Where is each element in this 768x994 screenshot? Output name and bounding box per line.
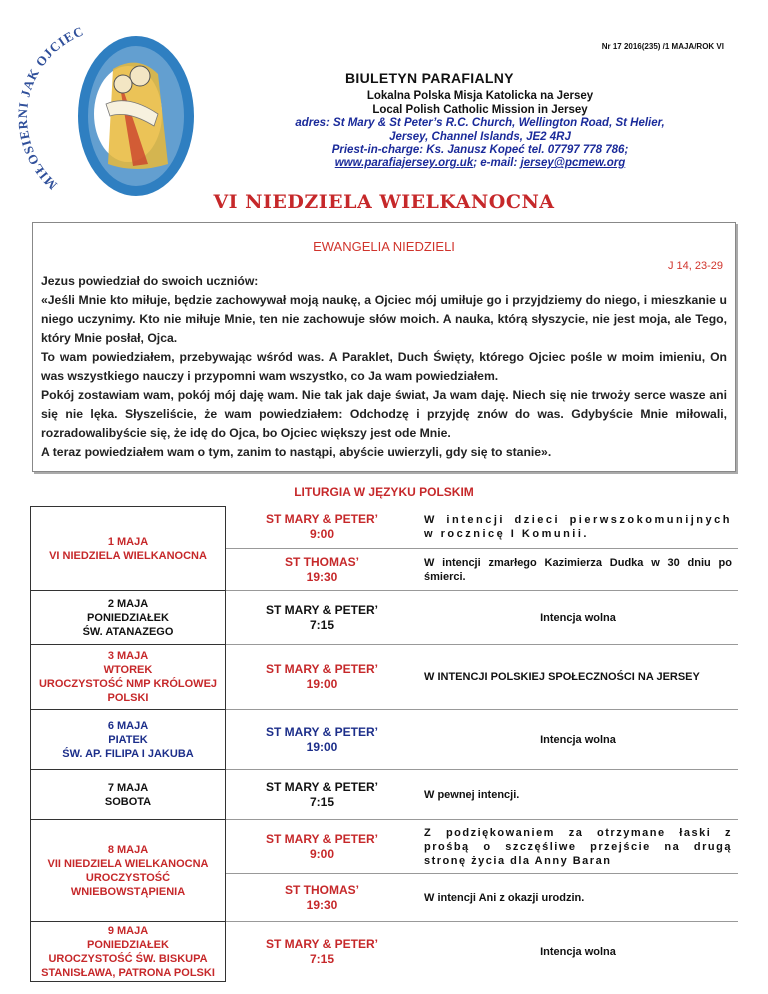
table-row xyxy=(31,820,739,874)
day-weekday: WTOREK xyxy=(103,664,153,676)
church-cell xyxy=(226,770,419,820)
intention-cell: W INTENCJI POLSKIEJ SPOŁECZNOŚCI NA JERSEY xyxy=(418,645,738,710)
intention-cell: W intencji Ani z okazji urodzin. xyxy=(418,874,738,922)
church-name: ST MARY & PETER’ xyxy=(265,512,378,527)
intention-cell: W intencji dzieci pierwszokomunijnych w rocznicę I Komunii. xyxy=(424,514,732,541)
day-weekday: SOBOTA xyxy=(104,795,152,808)
gospel-title: EWANGELIA NIEDZIELI xyxy=(313,239,455,254)
church-name: ST MARY & PETER’ xyxy=(265,936,378,951)
gospel-paragraph: «Jeśli Mnie kto miłuje, będzie zachowywał moją naukę, a Ojciec mój umiłuje go i przyjdziemy do niego, i mieszkanie u niego uczynimy. Kto nie miłuje Mnie, ten nie zachowuje słów moich. A nauka, którą słyszycie, nie jest moja, ale Tego, który Mnie posłał, Ojca. xyxy=(41,293,727,345)
gospel-paragraph: Pokój zostawiam wam, pokój mój daję wam. Nie tak jak daje świat, Ja wam daję. Niech się nie trwoży serce wasze ani się nie lęka. Słyszeliście, że wam powiedziałem: Odchodzę i przyjdę znów do was. Gdybyście Mnie miłowali, rozradowalibyście się, że idę do Ojca, bo Ojciec większy jest ode Mnie. xyxy=(41,388,727,440)
sunday-title: VI NIEDZIELA WIELKANOCNA xyxy=(213,191,555,213)
day-name: UROCZYSTOŚĆ NMP KRÓLOWEJ POLSKI xyxy=(38,678,218,704)
email-link[interactable]: jersey@pcmew.org xyxy=(520,157,626,169)
table-row xyxy=(31,770,739,820)
gospel-text xyxy=(41,272,727,462)
day-name: ŚW. AP. FILIPA I JAKUBA xyxy=(62,747,194,760)
day-name: UROCZYSTOŚĆ xyxy=(85,871,171,884)
church-cell xyxy=(226,549,419,591)
day-name: VII NIEDZIELA WIELKANOCNA xyxy=(47,857,209,870)
mass-time: 19:30 xyxy=(306,569,338,584)
day-cell xyxy=(31,710,226,770)
church-name: ST MARY & PETER’ xyxy=(265,662,378,676)
intention-cell: W pewnej intencji. xyxy=(418,770,738,820)
gospel-paragraph: Jezus powiedział do swoich uczniów: xyxy=(41,274,259,288)
day-cell xyxy=(31,770,226,820)
church-name: ST MARY & PETER’ xyxy=(265,724,378,739)
mass-time: 19:00 xyxy=(306,739,338,754)
church-cell xyxy=(226,591,419,645)
day-date: 6 MAJA xyxy=(107,719,149,732)
table-row xyxy=(31,591,739,645)
day-cell xyxy=(31,507,226,591)
day-name: VI NIEDZIELA WIELKANOCNA xyxy=(49,549,207,562)
day-cell xyxy=(31,645,226,710)
mass-time: 7:15 xyxy=(309,617,335,632)
day-date: 8 MAJA xyxy=(107,843,149,856)
intention-cell: Intencja wolna xyxy=(418,922,738,982)
church-cell xyxy=(226,645,419,710)
issue-number: Nr 17 2016(235) /1 MAJA/ROK VI xyxy=(601,42,724,51)
church-cell xyxy=(226,874,419,922)
mission-name-pl: Lokalna Polska Misja Katolicka na Jersey xyxy=(366,90,594,102)
day-name: WNIEBOWSTĄPIENIA xyxy=(70,885,186,898)
address-line-2: Jersey, Channel Islands, JE2 4RJ xyxy=(389,131,571,143)
email-label: ; e-mail: xyxy=(473,157,521,169)
priest-in-charge: Priest-in-charge: Ks. Janusz Kopeć tel. 07797 778 786; xyxy=(331,144,629,156)
church-name: ST THOMAS’ xyxy=(285,554,359,569)
day-cell xyxy=(31,820,226,922)
liturgy-title: LITURGIA W JĘZYKU POLSKIM xyxy=(294,485,474,499)
church-cell xyxy=(226,507,419,549)
intention-cell: Intencja wolna xyxy=(418,710,738,770)
church-cell xyxy=(226,710,419,770)
day-date: 9 MAJA xyxy=(107,924,149,937)
day-name: ŚW. ATANAZEGO xyxy=(82,625,174,638)
day-weekday: PONIEDZIAŁEK xyxy=(87,611,169,624)
day-date: 2 MAJA xyxy=(107,597,149,610)
gospel-paragraph: To wam powiedziałem, przebywając wśród was. A Paraklet, Duch Święty, którego Ojciec pośle w moim imieniu, On was wszystkiego nauczy i przypomni wam wszystko, co Ja wam powiedziałem. xyxy=(41,350,727,383)
mission-name-en: Local Polish Catholic Mission in Jersey xyxy=(372,104,588,116)
jubilee-logo xyxy=(18,14,218,204)
mass-time: 19:30 xyxy=(306,897,338,912)
table-row xyxy=(31,507,739,549)
church-name: ST MARY & PETER’ xyxy=(265,779,378,794)
mass-time: 7:15 xyxy=(309,951,335,966)
church-cell xyxy=(226,922,419,982)
mass-time: 9:00 xyxy=(309,846,335,861)
svg-text:MIŁOSIERNI JAK OJCIEC xyxy=(18,23,86,193)
contact-links xyxy=(270,157,690,169)
gospel-reference: J 14, 23-29 xyxy=(667,260,723,272)
intention-cell: W intencji zmarłego Kazimierza Dudka w 30 dniu po śmierci. xyxy=(418,549,738,591)
church-name: ST THOMAS’ xyxy=(285,882,359,897)
address-line-1: adres: St Mary & St Peter’s R.C. Church, Wellington Road, St Helier, xyxy=(295,117,665,129)
day-date: 1 MAJA xyxy=(107,535,149,548)
day-weekday: PIATEK xyxy=(108,733,148,746)
bulletin-title: BIULETYN PARAFIALNY xyxy=(345,70,514,86)
mass-time: 7:15 xyxy=(309,794,335,809)
day-weekday: PONIEDZIAŁEK xyxy=(87,938,169,951)
day-date: 3 MAJA xyxy=(107,650,149,662)
day-name: UROCZYSTOŚĆ ŚW. BISKUPA STANISŁAWA, PATRONA POLSKI xyxy=(41,952,215,979)
liturgy-table xyxy=(30,506,738,982)
table-row xyxy=(31,710,739,770)
mass-time: 19:00 xyxy=(306,677,338,691)
day-date: 7 MAJA xyxy=(107,781,149,794)
day-cell xyxy=(31,922,226,982)
table-row xyxy=(31,645,739,710)
intention-cell: Intencja wolna xyxy=(418,591,738,645)
church-name: ST MARY & PETER’ xyxy=(265,602,378,617)
day-cell xyxy=(31,591,226,645)
gospel-box xyxy=(32,222,736,472)
website-link[interactable]: www.parafiajersey.org.uk xyxy=(334,157,474,169)
table-row xyxy=(31,922,739,982)
gospel-paragraph: A teraz powiedziałem wam o tym, zanim to nastąpi, abyście uwierzyli, gdy się to stanie». xyxy=(41,445,552,459)
logo-text: MIŁOSI JAK OJCIEC xyxy=(18,23,87,193)
church-cell xyxy=(226,820,419,874)
church-name: ST MARY & PETER’ xyxy=(265,831,378,846)
intention-cell: Z podziękowaniem za otrzymane łaski z prośbą o szczęśliwe przejście na drugą stronę życia dla Anny Baran xyxy=(418,820,738,874)
mass-time: 9:00 xyxy=(309,527,335,542)
